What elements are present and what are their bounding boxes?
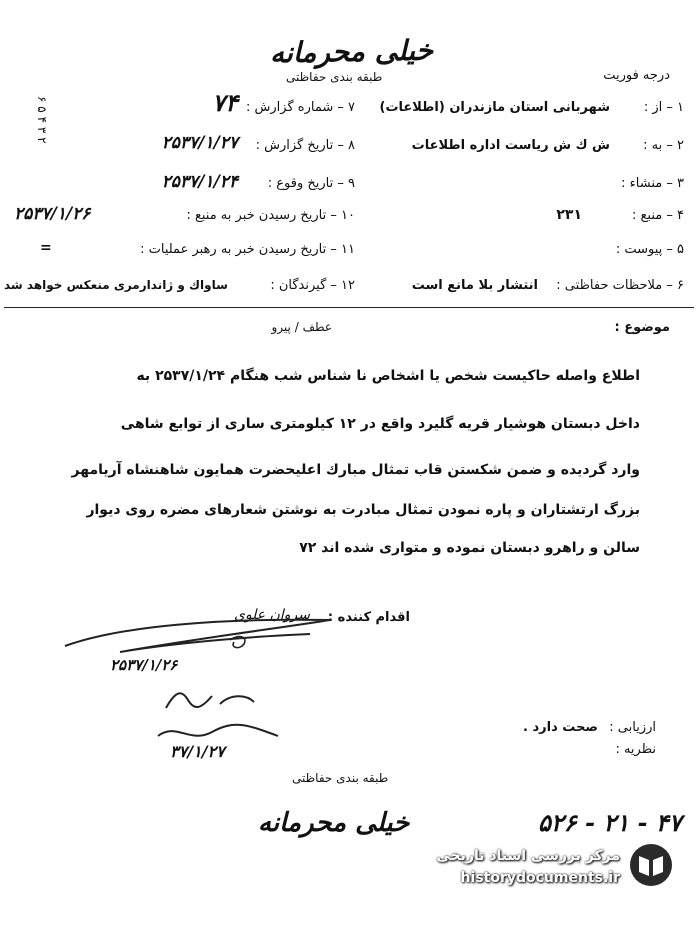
document-number: ۵۲۶ - ۲۱ - ۴۷: [538, 808, 682, 837]
action-date-2: ۳۷/۱/۲۷: [170, 742, 225, 761]
watermark-url: historydocuments.ir: [460, 870, 620, 886]
field-security-notes-value: انتشار بلا مانع است: [411, 278, 538, 293]
top-classification-stamp: خیلی محرمانه: [269, 33, 434, 70]
book-icon: [628, 842, 674, 888]
body-line-2: داخل دبستان هوشیار قریه گلیرد واقع در ۱۲ کیلومتری ساری از توابع شاهی: [120, 416, 640, 432]
field-to-value: ش ك ش ریاست اداره اطلاعات: [411, 138, 610, 153]
field-from-value: شهربانی استان مازندران (اطلاعات): [379, 100, 610, 115]
bottom-classification-stamp: خیلی محرمانه: [258, 808, 410, 838]
priority-label: درجه فوریت: [603, 68, 670, 83]
signature-scribble: [60, 612, 340, 662]
evaluation-label: ارزیابی :: [609, 720, 656, 735]
field-recipients-value: ساواك و ژاندارمری منعکس خواهد شد: [4, 278, 228, 292]
initials-mark: [160, 686, 260, 714]
watermark-name: مرکز بررسی اسناد تاریخی: [436, 848, 620, 864]
field-report-date-label: ۸ – تاریخ گزارش :: [255, 138, 355, 153]
field-report-date-value: ۲۵۳۷/۱/۲۷: [161, 133, 238, 153]
field-source-label: ۴ – منبع :: [632, 208, 684, 223]
opinion-label: نظریه :: [615, 742, 656, 757]
action-label: اقدام کننده :: [327, 610, 410, 625]
subject-label: موضوع :: [614, 320, 670, 335]
field-report-number-label: ۷ – شماره گزارش :: [246, 100, 355, 115]
field-ops-received-date-label: ۱۱ – تاریخ رسیدن خبر به رهبر عملیات :: [140, 242, 355, 257]
classification-label: طبقه بندی حفاظتی: [286, 70, 383, 84]
body-line-4: بزرگ ارتشتاران و پاره نمودن تمثال مبادرت به نوشتن شعارهای مضره روی دیوار: [86, 502, 640, 518]
action-officer: سروان علوی: [233, 607, 310, 623]
body-line-5: سالن و راهرو دبستان نموده و متواری شده اند ۷۲: [299, 540, 640, 556]
action-date-1: ۲۵۳۷/۱/۲۶: [110, 656, 178, 674]
field-to-label: ۲ – به :: [643, 138, 684, 153]
field-origin-label: ۳ – منشاء :: [621, 176, 684, 191]
margin-marks: ۲ ۳ ۴ ۵ ۶: [35, 96, 49, 144]
field-security-notes-label: ۶ – ملاحظات حفاظتی :: [556, 278, 684, 293]
field-recipients-label: ۱۲ – گیرندگان :: [270, 278, 355, 293]
header-separator: [4, 307, 694, 308]
field-event-date-value: ۲۵۳۷/۱/۲۴: [161, 172, 238, 192]
field-from-label: ۱ – از :: [643, 100, 684, 115]
subject-value: عطف / پیرو: [271, 320, 332, 334]
field-attachment-label: ۵ – پیوست :: [615, 242, 684, 257]
field-event-date-label: ۹ – تاریخ وقوع :: [267, 176, 355, 191]
body-line-3: وارد گردیده و ضمن شکستن قاب تمثال مبارك اعلیحضرت همایون شاهنشاه آریامهر: [71, 462, 640, 478]
field-ops-received-date-value: =: [40, 240, 52, 256]
body-line-1: اطلاع واصله حاکیست شخص یا اشخاص نا شناس شب هنگام ۲۵۳۷/۱/۲۴ به: [136, 368, 640, 384]
evaluation-value: صحت دارد .: [523, 720, 598, 735]
field-source-received-date-label: ۱۰ – تاریخ رسیدن خبر به منبع :: [186, 208, 355, 223]
field-source-received-date-value: ۲۵۳۷/۱/۲۶: [14, 204, 91, 224]
field-source-value: ۲۳۱: [556, 207, 582, 223]
field-report-number-value: ۷۴: [212, 88, 238, 117]
footer-classification-label: طبقه بندی حفاظتی: [292, 771, 389, 785]
